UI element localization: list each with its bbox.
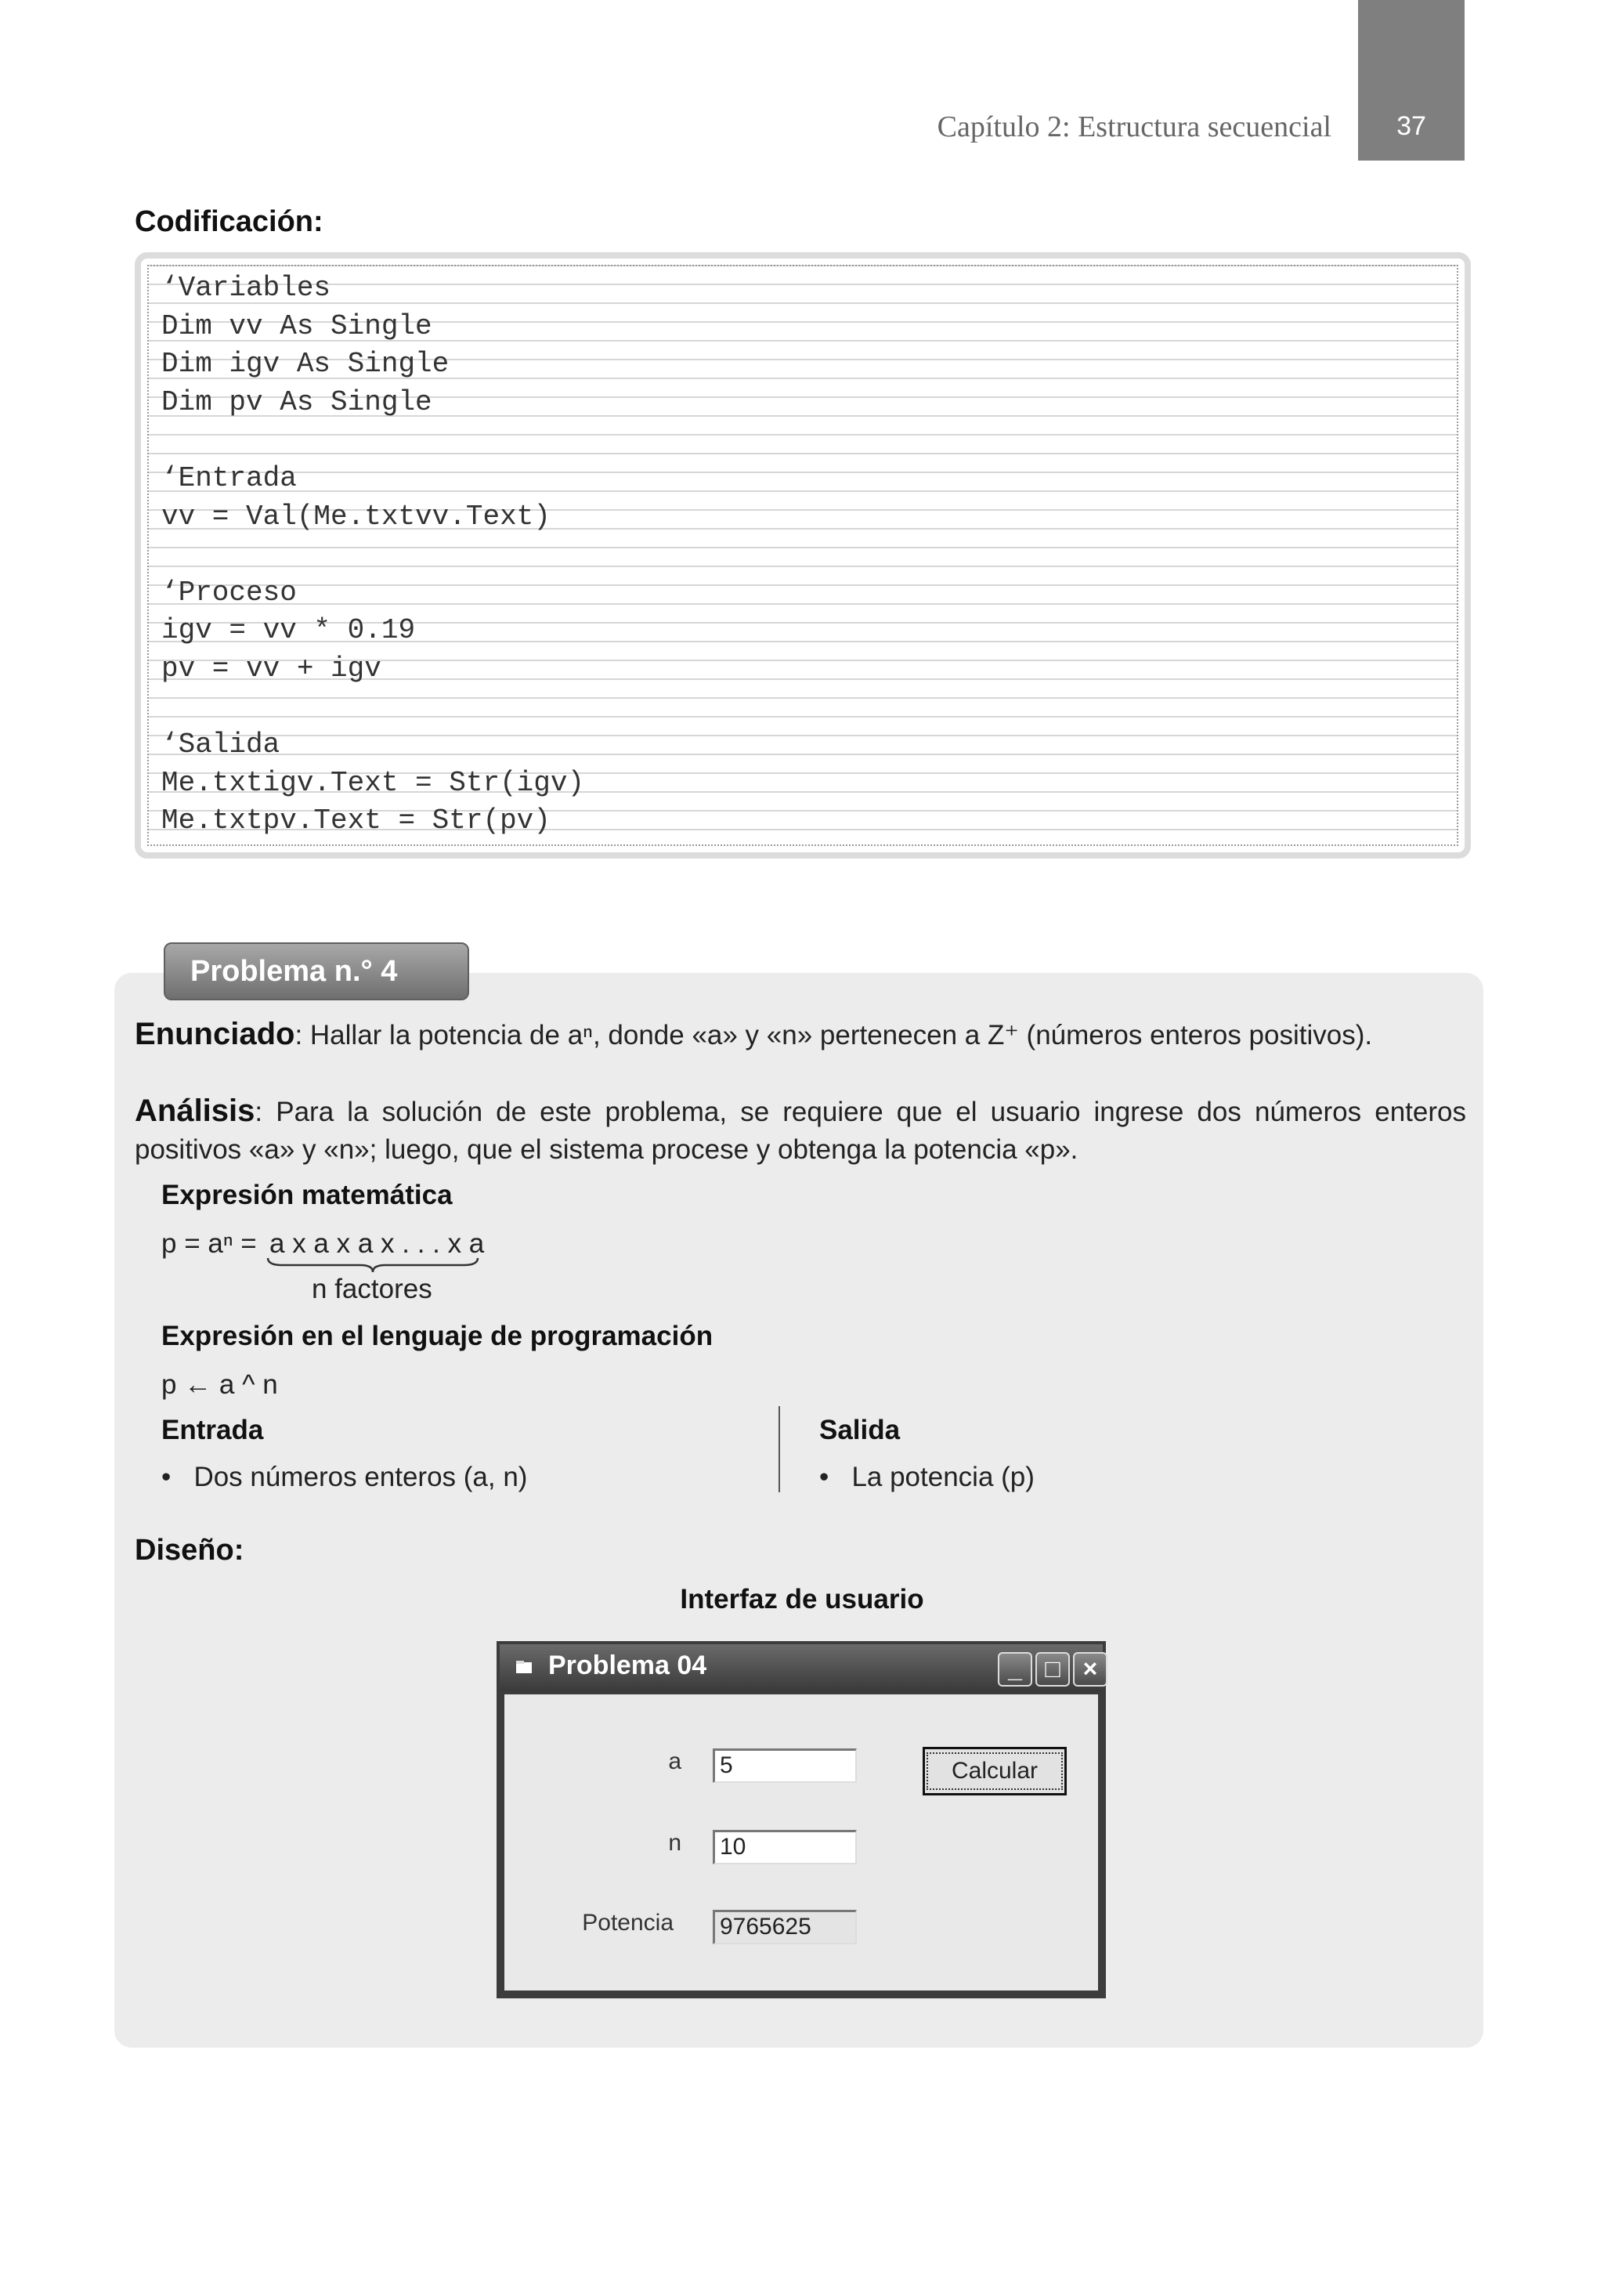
interfaz-heading: Interfaz de usuario [680,1584,924,1614]
entrada-item-text: Dos números enteros (a, n) [193,1462,528,1492]
output-potencia: 9765625 [713,1910,857,1944]
bullet-icon: • [161,1462,194,1492]
code-line: Dim vv As Single [161,309,432,342]
expr-math-heading: Expresión matemática [161,1180,453,1210]
code-line: ‘Entrada [161,462,297,494]
entrada-heading: Entrada [161,1415,264,1445]
chapter-title: Capítulo 2: Estructura secuencial [937,110,1331,143]
maximize-icon[interactable]: □ [1035,1652,1070,1687]
label-potencia: Potencia [582,1910,674,1936]
expr-prog-heading: Expresión en el lenguaje de programación [161,1321,713,1351]
expr-math-brace-label: n factores [312,1274,432,1304]
expr-math-left: p = aⁿ = [161,1228,257,1259]
salida-item [819,1462,1035,1493]
diseno-heading: Diseño: [135,1534,244,1567]
minimize-icon[interactable]: _ [998,1652,1032,1687]
codificacion-heading: Codificación: [135,205,323,238]
page-number-tab [1358,0,1465,161]
label-a: a [668,1748,681,1774]
enunciado-text: : Hallar la potencia de aⁿ, donde «a» y «n» pertenecen a Z⁺ (números enteros positivos). [294,1020,1373,1050]
salida-item-text: La potencia (p) [851,1462,1035,1492]
analisis-label: Análisis [135,1094,255,1128]
code-line: Dim igv As Single [161,348,450,381]
expr-math-right: a x a x a x . . . x a [269,1228,485,1259]
entrada-item [161,1462,527,1493]
window-title: Problema 04 [548,1651,707,1680]
bullet-icon: • [819,1462,852,1492]
window-app-icon [515,1660,534,1674]
app-window [497,1641,1106,1998]
input-n[interactable]: 10 [713,1830,857,1864]
salida-heading: Salida [819,1415,901,1445]
code-line: vv = Val(Me.txtvv.Text) [161,500,551,533]
enunciado-label: Enunciado [135,1017,295,1051]
label-n: n [668,1830,681,1856]
problem-badge: Problema n.° 4 [164,942,469,1000]
code-line: Me.txtigv.Text = Str(igv) [161,766,585,799]
calcular-button-label: Calcular [927,1752,1063,1790]
enunciado [135,1017,1372,1052]
close-icon[interactable]: × [1073,1652,1107,1687]
code-line: pv = vv + igv [161,653,381,685]
column-divider [779,1406,780,1492]
page-number: 37 [1396,111,1426,141]
code-line: Me.txtpv.Text = Str(pv) [161,805,551,837]
input-a[interactable]: 5 [713,1748,857,1783]
code-line: ‘Salida [161,729,280,761]
window-titlebar[interactable] [500,1644,1103,1691]
underbrace-icon [266,1256,479,1274]
code-line: Dim pv As Single [161,385,432,418]
analisis-text: : Para la solución de este problema, se requiere que el usuario ingrese dos números enteros positivos «a» y «n»; luego, que el sistema procese y obtenga la potencia «p». [135,1097,1466,1165]
code-line: ‘Proceso [161,576,297,609]
code-line: ‘Variables [161,272,331,304]
calcular-button[interactable] [923,1747,1067,1795]
code-line: igv = vv * 0.19 [161,614,416,647]
expr-prog: p ← a ^ n [161,1369,278,1400]
analisis [135,1092,1466,1169]
